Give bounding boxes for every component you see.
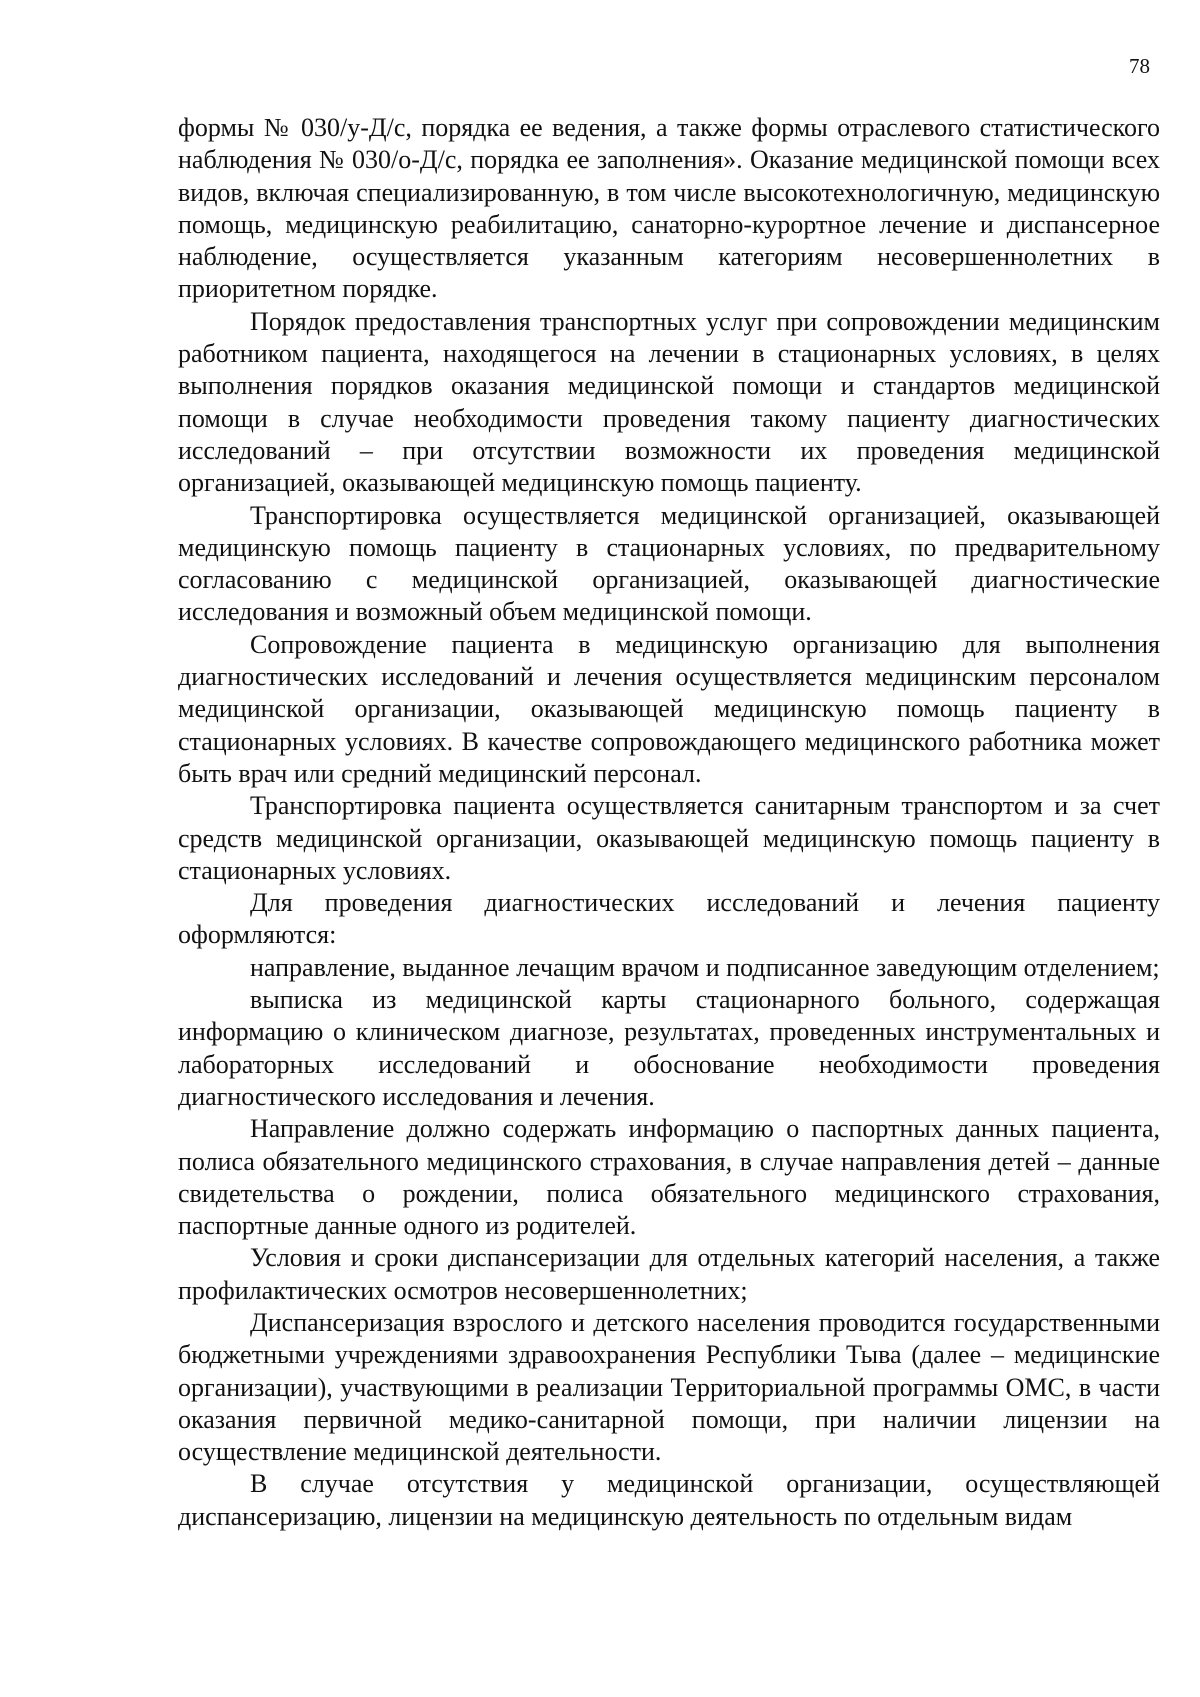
document-body (178, 112, 1160, 1533)
page-number: 78 (1129, 54, 1150, 78)
list-item: выписка из медицинской карты стационарного больного, содержащая информацию о клиническом диагнозе, результатах, проведенных инструментальных и лабораторных исследований и обоснование необходимости проведения диагностического исследования и лечения. (178, 985, 1160, 1111)
paragraph: Диспансеризация взрослого и детского населения проводится государственными бюджетными учреждениями здравоохранения Республики Тыва (далее – медицинские организации), участвующими в реализации Территориальной программы ОМС, в части оказания первичной медико-санитарной помощи, при наличии лицензии на осуществление медицинской деятельности. (178, 1307, 1160, 1467)
paragraph: Транспортировка пациента осуществляется санитарным транспортом и за счет средств медицинской организации, оказывающей медицинскую помощь пациенту в стационарных условиях. (178, 791, 1160, 885)
paragraph: Порядок предоставления транспортных услуг при сопровождении медицинским работником пациента, находящегося на лечении в стационарных условиях, в целях выполнения порядков оказания медицинской помощи и стандартов медицинской помощи в случае необходимости проведения такому пациенту диагностических исследований – при отсутствии возможности их проведения медицинской организацией, оказывающей медицинскую помощь пациенту. (178, 306, 1160, 498)
paragraph: формы № 030/у-Д/с, порядка ее ведения, а также формы отраслевого статистического наблюдения № 030/о-Д/с, порядка ее заполнения». Оказание медицинской помощи всех видов, включая специализированную, в том числе высокотехнологичную, медицинскую помощь, медицинскую реабилитацию, санаторно-курортное лечение и диспансерное наблюдение, осуществляется указанным категориям несовершеннолетних в приоритетном порядке. (178, 113, 1160, 304)
paragraph: Сопровождение пациента в медицинскую организацию для выполнения диагностических исследований и лечения осуществляется медицинским персоналом медицинской организации, оказывающей медицинскую помощь пациенту в стационарных условиях. В качестве сопровождающего медицинского работника может быть врач или средний медицинский персонал. (178, 629, 1160, 788)
paragraph: Для проведения диагностических исследований и лечения пациенту оформляются: (178, 888, 1160, 950)
paragraph: Транспортировка осуществляется медицинской организацией, оказывающей медицинскую помощь пациенту в стационарных условиях, по предварительному согласованию с медицинской организацией, оказывающей диагностические исследования и возможный объем медицинской помощи. (178, 500, 1160, 627)
list-item: направление, выданное лечащим врачом и подписанное заведующим отделением; (250, 952, 1160, 982)
paragraph: Условия и сроки диспансеризации для отдельных категорий населения, а также профилактических осмотров несовершеннолетних; (178, 1243, 1160, 1305)
paragraph: Направление должно содержать информацию о паспортных данных пациента, полиса обязательного медицинского страхования, в случае направления детей – данные свидетельства о рождении, полиса обязательного медицинского страхования, паспортные данные одного из родителей. (178, 1114, 1160, 1241)
paragraph: В случае отсутствия у медицинской организации, осуществляющей диспансеризацию, лицензии на медицинскую деятельность по отдельным видам (178, 1469, 1160, 1531)
